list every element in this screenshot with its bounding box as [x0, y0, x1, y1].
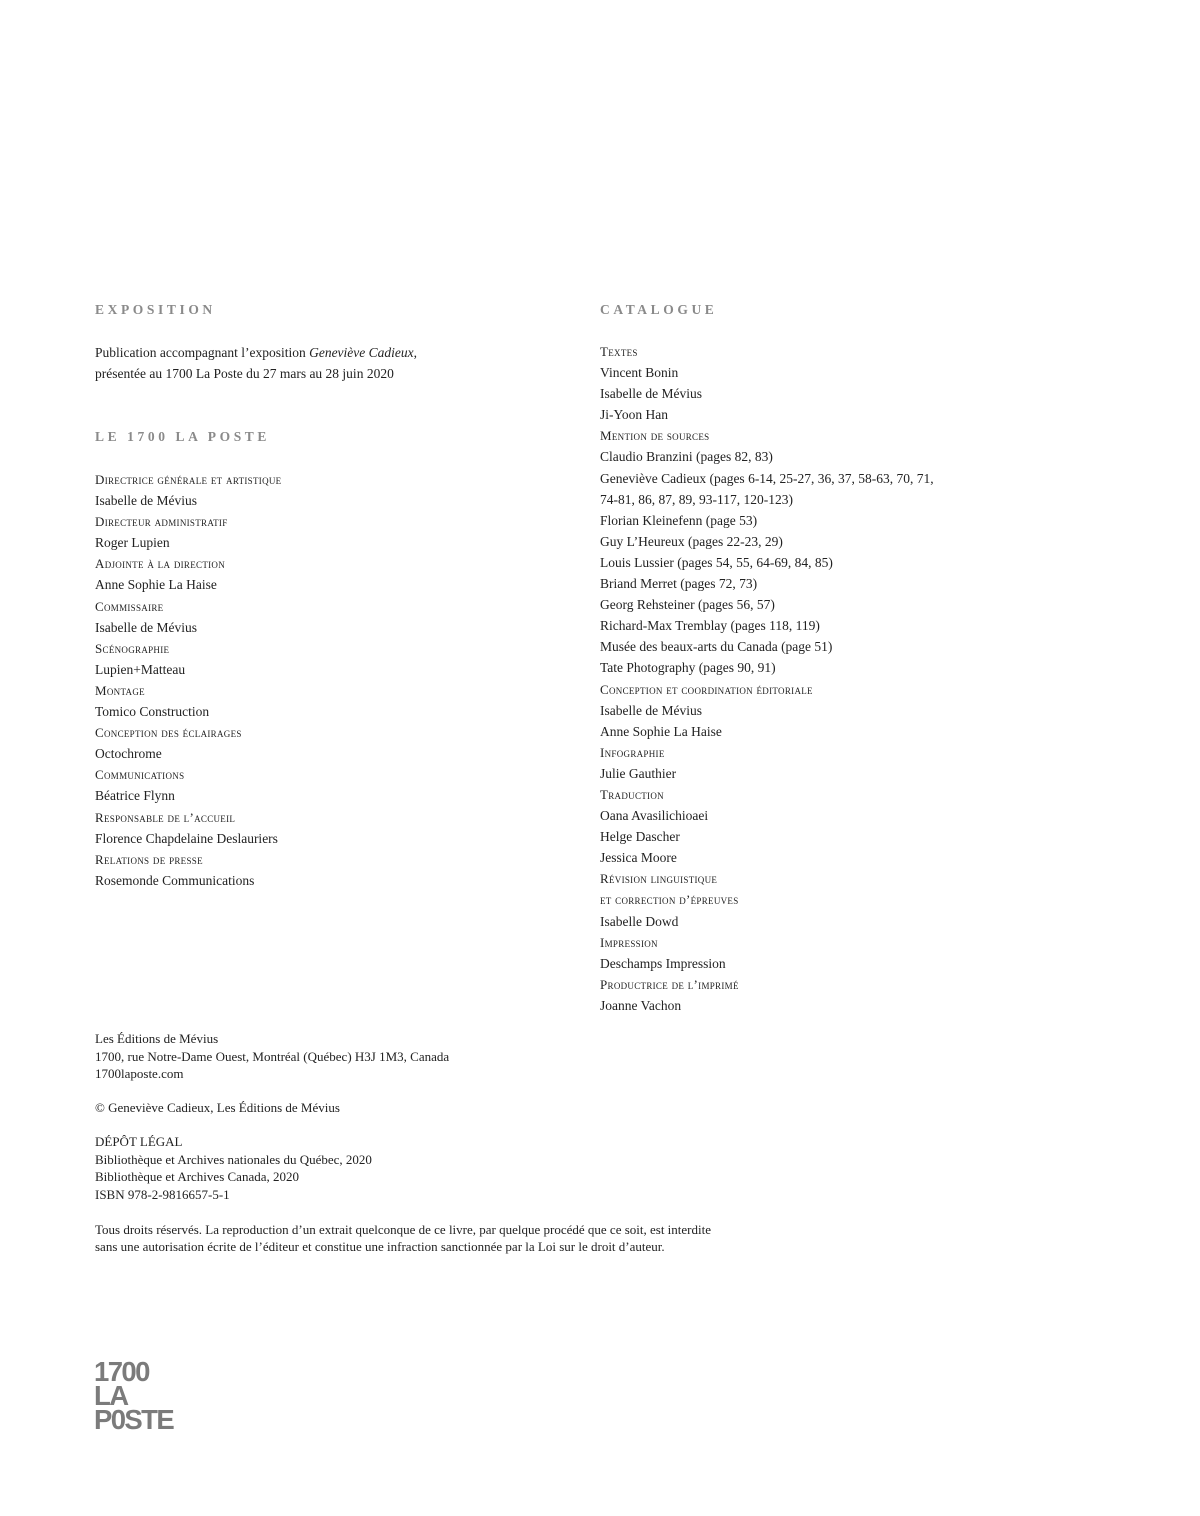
credit-name: Anne Sophie La Haise: [600, 723, 722, 739]
intro-suffix: ,: [413, 345, 418, 360]
credit-role: Montage: [95, 682, 145, 698]
catalogue-heading: CATALOGUE: [600, 302, 718, 317]
credit-role: Traduction: [600, 786, 664, 802]
credit-role: Productrice de l’imprimé: [600, 976, 739, 992]
credit-name: Rosemonde Communications: [95, 872, 255, 888]
credit-name: Isabelle de Mévius: [600, 386, 702, 402]
publisher-info: [95, 1030, 855, 1083]
credit-name: Isabelle de Mévius: [95, 619, 197, 635]
credit-name: Briand Merret (pages 72, 73): [600, 576, 758, 592]
logo-line-1700: 1700: [94, 1356, 149, 1387]
credit-name: Roger Lupien: [95, 535, 170, 551]
laposte-heading: LE 1700 LA POSTE: [95, 429, 271, 444]
publisher-address: 1700, rue Notre-Dame Ouest, Montréal (Québec) H3J 1M3, Canada: [95, 1048, 450, 1064]
credit-name: Vincent Bonin: [600, 365, 679, 381]
laposte-credits-list: [95, 469, 565, 891]
credit-role: Révision linguistique: [600, 871, 718, 887]
copyright-line: © Geneviève Cadieux, Les Éditions de Mévius: [95, 1100, 340, 1116]
credit-name: Florence Chapdelaine Deslauriers: [95, 830, 278, 846]
credit-role: et correction d’épreuves: [600, 892, 739, 908]
credit-name: Isabelle de Mévius: [600, 702, 702, 718]
rights-line-2: sans une autorisation écrite de l’éditeur et constitue une infraction sanctionnée par la Loi sur le droit d’auteur.: [95, 1239, 665, 1255]
credit-name: Julie Gauthier: [600, 765, 677, 781]
publisher-website: 1700laposte.com: [95, 1066, 184, 1082]
isbn: ISBN 978-2-9816657-5-1: [95, 1186, 230, 1202]
exposition-column: [95, 300, 565, 891]
credit-role: Responsable de l’accueil: [95, 809, 236, 825]
credit-name: Tomico Construction: [95, 704, 210, 720]
credit-name: Richard-Max Tremblay (pages 118, 119): [600, 618, 820, 634]
credit-role: Directeur administratif: [95, 514, 228, 530]
credit-name: Ji-Yoon Han: [600, 407, 669, 423]
credit-name: Béatrice Flynn: [95, 788, 175, 804]
exhibition-title: Geneviève Cadieux: [309, 345, 414, 360]
credit-name: Octochrome: [95, 746, 162, 762]
credit-name: 74-81, 86, 87, 89, 93-117, 120-123): [600, 491, 793, 507]
credit-name: Jessica Moore: [600, 850, 677, 866]
credit-name: Georg Rehsteiner (pages 56, 57): [600, 597, 775, 613]
legal-deposit-bac: Bibliothèque et Archives Canada, 2020: [95, 1169, 299, 1185]
credit-role: Communications: [95, 767, 185, 783]
credit-name: Anne Sophie La Haise: [95, 577, 217, 593]
rights-line-1: Tous droits réservés. La reproduction d’un extrait quelconque de ce livre, par quelque procédé que ce soit, est interdite: [95, 1221, 712, 1237]
catalogue-credits-list: [600, 341, 1160, 1016]
credit-role: Scénographie: [95, 640, 170, 656]
credit-name: Helge Dascher: [600, 829, 680, 845]
credit-role: Conception des éclairages: [95, 725, 242, 741]
credit-role: Infographie: [600, 744, 665, 760]
exposition-intro-line-2: présentée au 1700 La Poste du 27 mars au 28 juin 2020: [95, 366, 394, 381]
credit-name: Claudio Branzini (pages 82, 83): [600, 449, 773, 465]
credit-name: Oana Avasilichioaei: [600, 808, 709, 824]
intro-prefix: Publication accompagnant l’exposition: [95, 345, 310, 360]
credit-name: Guy L’Heureux (pages 22-23, 29): [600, 533, 783, 549]
legal-deposit-info: [95, 1133, 855, 1204]
logo-line-poste: P0STE: [94, 1404, 174, 1435]
exposition-intro-line-1: [95, 342, 565, 363]
exposition-heading: EXPOSITION: [95, 302, 216, 317]
legal-deposit-heading: DÉPÔT LÉGAL: [95, 1133, 183, 1149]
credit-name: Musée des beaux-arts du Canada (page 51): [600, 639, 833, 655]
imprint-block: [95, 1030, 855, 1272]
credit-name: Isabelle de Mévius: [95, 493, 197, 509]
exposition-intro: [95, 342, 565, 384]
catalogue-column: [600, 300, 1160, 1016]
credit-name: Tate Photography (pages 90, 91): [600, 660, 776, 676]
credit-role: Conception et coordination éditoriale: [600, 681, 813, 697]
publisher-name: Les Éditions de Mévius: [95, 1031, 219, 1046]
credit-name: Geneviève Cadieux (pages 6-14, 25-27, 36, 37, 58-63, 70, 71,: [600, 470, 934, 486]
credit-name: Joanne Vachon: [600, 997, 682, 1013]
rights-notice: [95, 1221, 855, 1256]
credit-name: Isabelle Dowd: [600, 913, 679, 929]
credit-name: Louis Lussier (pages 54, 55, 64-69, 84, 85): [600, 554, 833, 570]
credit-name: Florian Kleinefenn (page 53): [600, 512, 758, 528]
credit-role: Mention de sources: [600, 428, 710, 444]
credit-role: Commissaire: [95, 598, 164, 614]
credit-name: Deschamps Impression: [600, 955, 726, 971]
credit-role: Impression: [600, 934, 658, 950]
credit-role: Adjointe à la direction: [95, 556, 226, 572]
credit-name: Lupien+Matteau: [95, 661, 186, 677]
credit-role: Textes: [600, 344, 638, 359]
credit-role: Directrice générale et artistique: [95, 472, 282, 487]
legal-deposit-baq: Bibliothèque et Archives nationales du Québec, 2020: [95, 1151, 372, 1167]
copyright-info: [95, 1099, 855, 1117]
la-poste-logo: [94, 1356, 194, 1435]
credit-role: Relations de presse: [95, 851, 203, 867]
logo-line-la: LA: [94, 1380, 128, 1411]
